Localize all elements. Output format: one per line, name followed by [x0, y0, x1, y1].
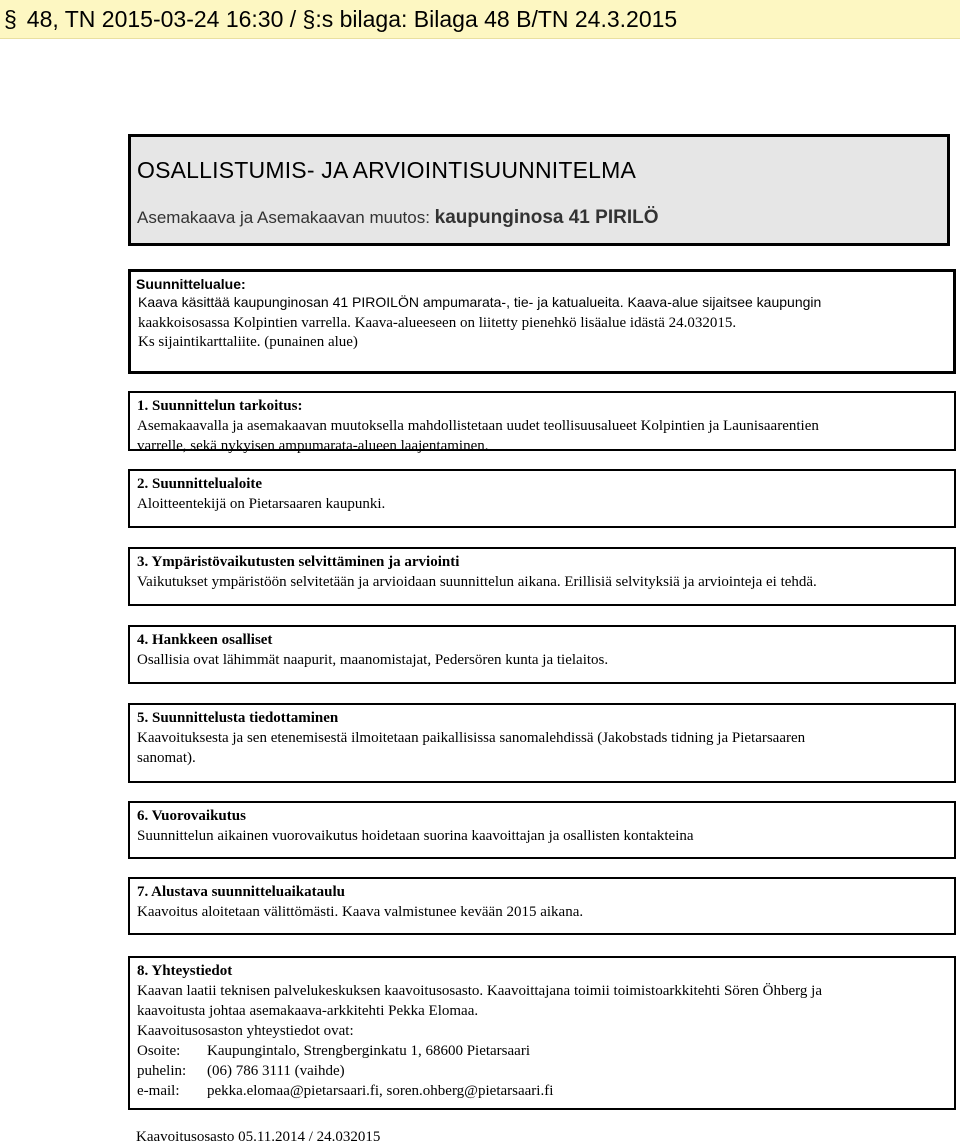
section-text: Kaavoituksesta ja sen etenemisestä ilmoitetaan paikallisissa sanomalehdissä (Jakobstads tidning ja Pietarsaaren [137, 730, 806, 746]
section-text: Kaavoitusosaston yhteystiedot ovat: [137, 1023, 354, 1039]
section-text: Asemakaavalla ja asemakaavan muutoksella mahdollistetaan uudet teollisuusalueet Kolpintien ja Launisaarentien [137, 418, 819, 434]
contact-label: Osoite: [137, 1043, 181, 1059]
section-text: kaavoitusta johtaa asemakaava-arkkitehti Pekka Elomaa. [137, 1003, 479, 1019]
planning-area-line: Ks sijaintikarttaliite. (punainen alue) [138, 334, 358, 350]
contact-value: (06) 786 3111 (vaihde) [207, 1063, 345, 1079]
section-contact-info [128, 956, 956, 1110]
section-heading: 6. Vuorovaikutus [137, 808, 246, 824]
planning-area-line: Kaava käsittää kaupunginosan 41 PIROILÖN ampumarata-, tie- ja katualueita. Kaava-alue sijaitsee kaupungin [138, 294, 822, 310]
planning-area-heading: Suunnittelualue: [136, 276, 246, 292]
section-initiative [128, 469, 956, 528]
section-schedule [128, 877, 956, 935]
banner-text: 48, TN 2015-03-24 16:30 / §:s bilaga: Bilaga 48 B/TN 24.3.2015 [26, 6, 678, 32]
contact-value: Kaupungintalo, Strengberginkatu 1, 68600 Pietarsaari [207, 1043, 530, 1059]
subtitle-district: kaupunginosa 41 PIRILÖ [434, 207, 659, 228]
section-heading: 7. Alustava suunnitteluaikataulu [137, 884, 345, 900]
section-text: sanomat). [137, 750, 196, 766]
planning-area-line: kaakkoisosassa Kolpintien varrella. Kaava-alueeseen on liitetty pienehkö lisäalue idästä 24.032015. [138, 315, 737, 331]
section-text: Suunnittelun aikainen vuorovaikutus hoidetaan suorina kaavoittajan ja osallisten kontakteina [137, 828, 694, 844]
section-communication [128, 703, 956, 783]
title-box [128, 134, 950, 246]
document-banner [0, 0, 960, 39]
section-heading: 1. Suunnittelun tarkoitus: [137, 398, 303, 414]
contact-label: e-mail: [137, 1083, 180, 1099]
contact-row-email [137, 1081, 954, 1101]
contact-row-phone [137, 1061, 954, 1081]
document-footer: Kaavoitusosasto 05.11.2014 / 24.032015 [136, 1129, 381, 1145]
document-title: OSALLISTUMIS- JA ARVIOINTISUUNNITELMA [137, 157, 637, 183]
contact-value: pekka.elomaa@pietarsaari.fi, soren.ohberg@pietarsaari.fi [207, 1083, 554, 1099]
section-text: varrelle, sekä nykyisen ampumarata-alueen laajentaminen. [137, 438, 489, 454]
section-heading: 2. Suunnittelualoite [137, 476, 263, 492]
planning-area-box [128, 269, 956, 374]
section-heading: 3. Ympäristövaikutusten selvittäminen ja arviointi [137, 554, 460, 570]
section-interaction [128, 801, 956, 859]
contact-label: puhelin: [137, 1063, 187, 1079]
section-symbol: § [4, 6, 17, 32]
section-text: Osallisia ovat lähimmät naapurit, maanomistajat, Pedersören kunta ja tielaitos. [137, 652, 609, 668]
section-text: Kaavoitus aloitetaan välittömästi. Kaava valmistunee kevään 2015 aikana. [137, 904, 584, 920]
section-heading: 8. Yhteystiedot [137, 963, 233, 979]
section-environmental-impacts [128, 547, 956, 606]
subtitle-prefix: Asemakaava ja Asemakaavan muutos: [137, 208, 430, 227]
section-heading: 5. Suunnittelusta tiedottaminen [137, 710, 339, 726]
section-stakeholders [128, 625, 956, 684]
section-heading: 4. Hankkeen osalliset [137, 632, 273, 648]
contact-row-address [137, 1041, 954, 1061]
section-text: Kaavan laatii teknisen palvelukeskuksen kaavoitusosasto. Kaavoittajana toimii toimistoarkkitehti Sören Öhberg ja [137, 983, 822, 999]
section-text: Vaikutukset ympäristöön selvitetään ja arvioidaan suunnittelun aikana. Erillisiä selvityksiä ja arviointeja ei tehdä. [137, 574, 817, 590]
section-text: Aloitteentekijä on Pietarsaaren kaupunki. [137, 496, 386, 512]
document-subtitle [137, 207, 659, 229]
section-purpose [128, 391, 956, 454]
